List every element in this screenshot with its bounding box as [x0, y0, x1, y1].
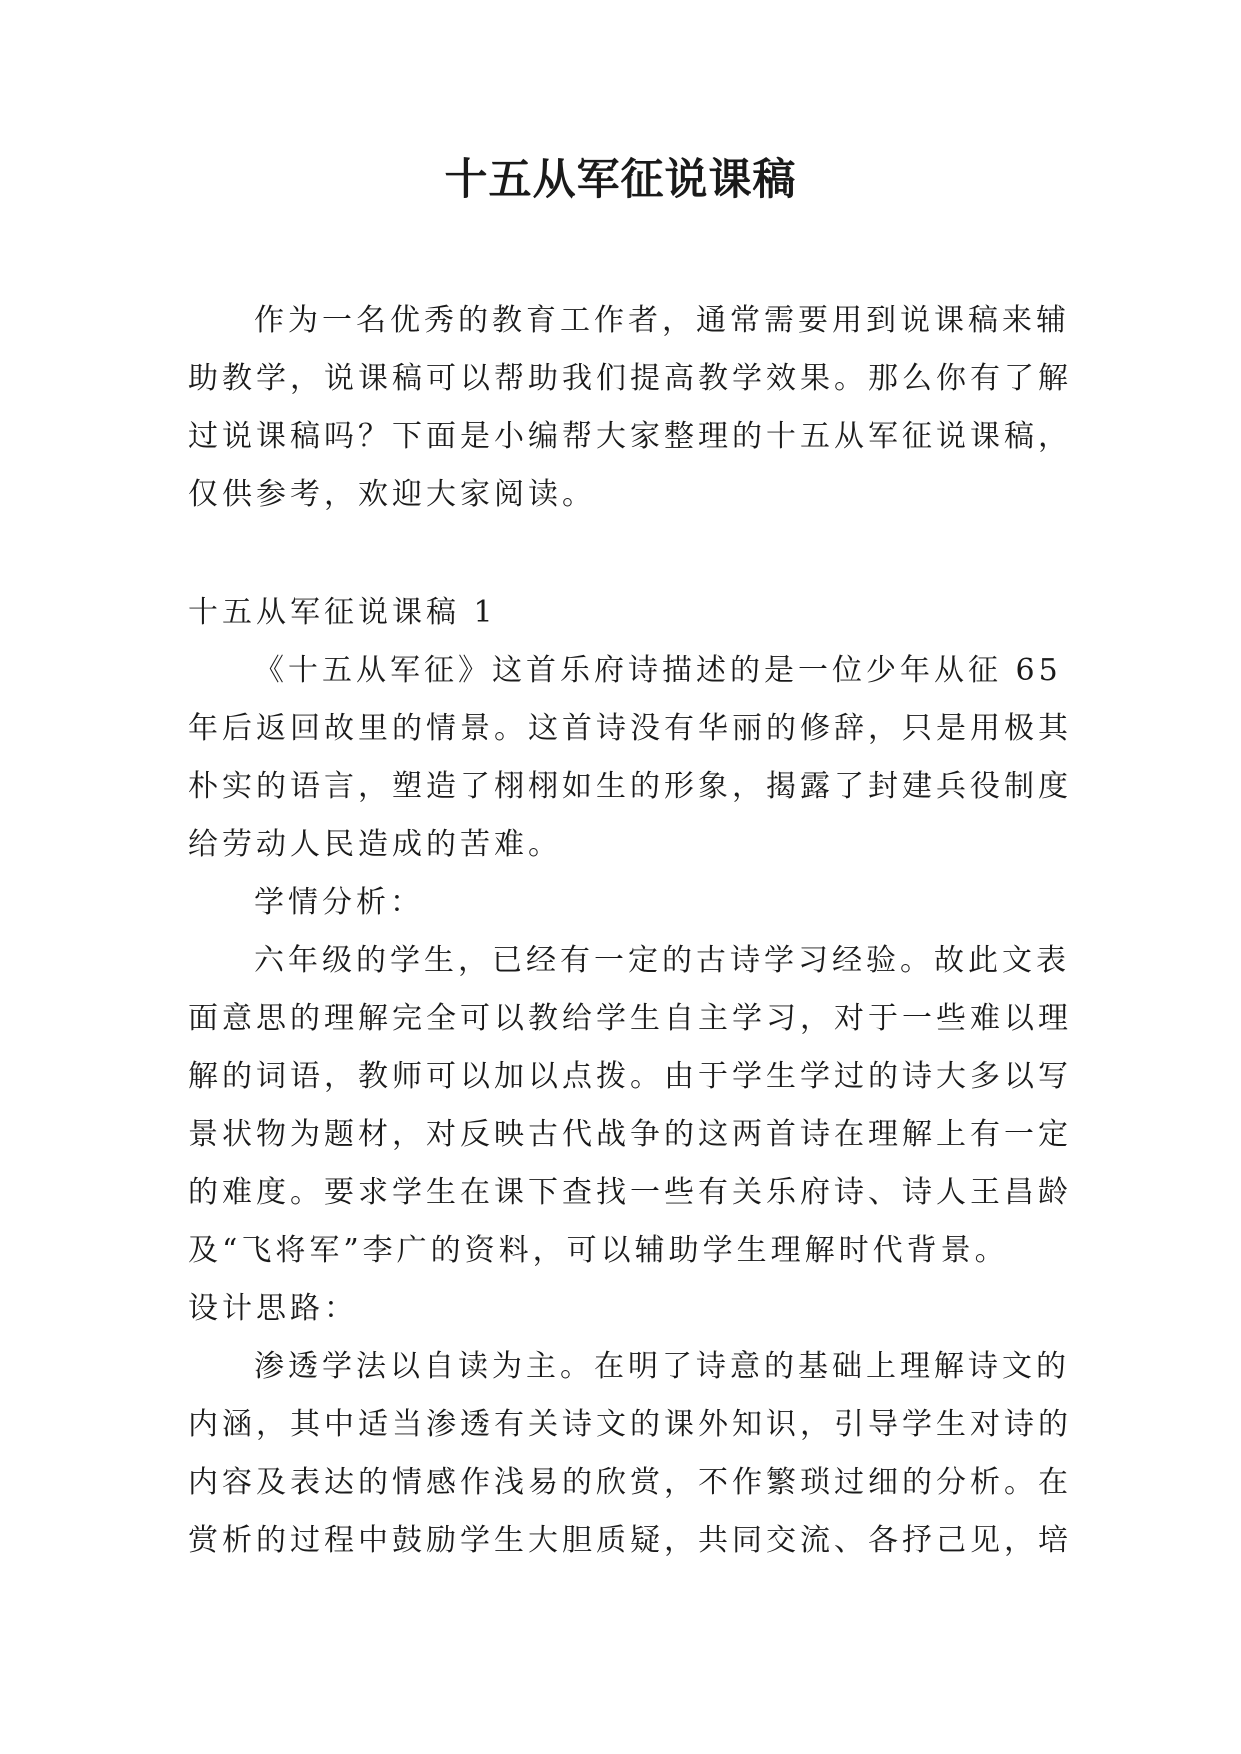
text-line: 过说课稿吗？下面是小编帮大家整理的十五从军征说课稿，	[188, 419, 1072, 454]
text-line: 赏析的过程中鼓励学生大胆质疑，共同交流、各抒己见，培	[188, 1523, 1072, 1558]
poem-intro-paragraph	[188, 642, 1072, 874]
text-line: 内涵，其中适当渗透有关诗文的课外知识，引导学生对诗的	[188, 1407, 1072, 1442]
text-line: 朴实的语言，塑造了栩栩如生的形象，揭露了封建兵役制度	[188, 769, 1072, 804]
text-line: 及“飞将军”李广的资料，可以辅助学生理解时代背景。	[188, 1233, 1009, 1268]
student-analysis-paragraph	[188, 932, 1072, 1280]
text-line: 内容及表达的情感作浅易的欣赏，不作繁琐过细的分析。在	[188, 1465, 1072, 1500]
design-idea-heading: 设计思路：	[188, 1291, 358, 1326]
text-line: 给劳动人民造成的苦难。	[188, 827, 562, 862]
text-line: 解的词语，教师可以加以点拨。由于学生学过的诗大多以写	[188, 1059, 1072, 1094]
text-line: 六年级的学生，已经有一定的古诗学习经验。故此文表	[254, 943, 1070, 978]
document-body	[188, 292, 1072, 1570]
intro-paragraph	[188, 292, 1072, 524]
text-line: 面意思的理解完全可以教给学生自主学习，对于一些难以理	[188, 1001, 1072, 1036]
text-line: 的难度。要求学生在课下查找一些有关乐府诗、诗人王昌龄	[188, 1175, 1072, 1210]
text-line: 《十五从军征》这首乐府诗描述的是一位少年从征 65	[254, 653, 1062, 688]
text-line: 渗透学法以自读为主。在明了诗意的基础上理解诗文的	[254, 1349, 1070, 1384]
design-idea-paragraph	[188, 1338, 1072, 1570]
document-title: 十五从军征说课稿	[444, 155, 797, 205]
text-line: 年后返回故里的情景。这首诗没有华丽的修辞，只是用极其	[188, 711, 1072, 746]
text-line: 助教学，说课稿可以帮助我们提高教学效果。那么你有了解	[188, 361, 1072, 396]
text-line: 景状物为题材，对反映古代战争的这两首诗在理解上有一定	[188, 1117, 1072, 1152]
paragraph-gap	[188, 524, 1058, 584]
text-line: 仅供参考，欢迎大家阅读。	[188, 477, 596, 512]
student-analysis-heading: 学情分析：	[254, 885, 424, 920]
text-line: 作为一名优秀的教育工作者，通常需要用到说课稿来辅	[254, 303, 1070, 338]
section-heading: 十五从军征说课稿 1	[188, 595, 497, 630]
